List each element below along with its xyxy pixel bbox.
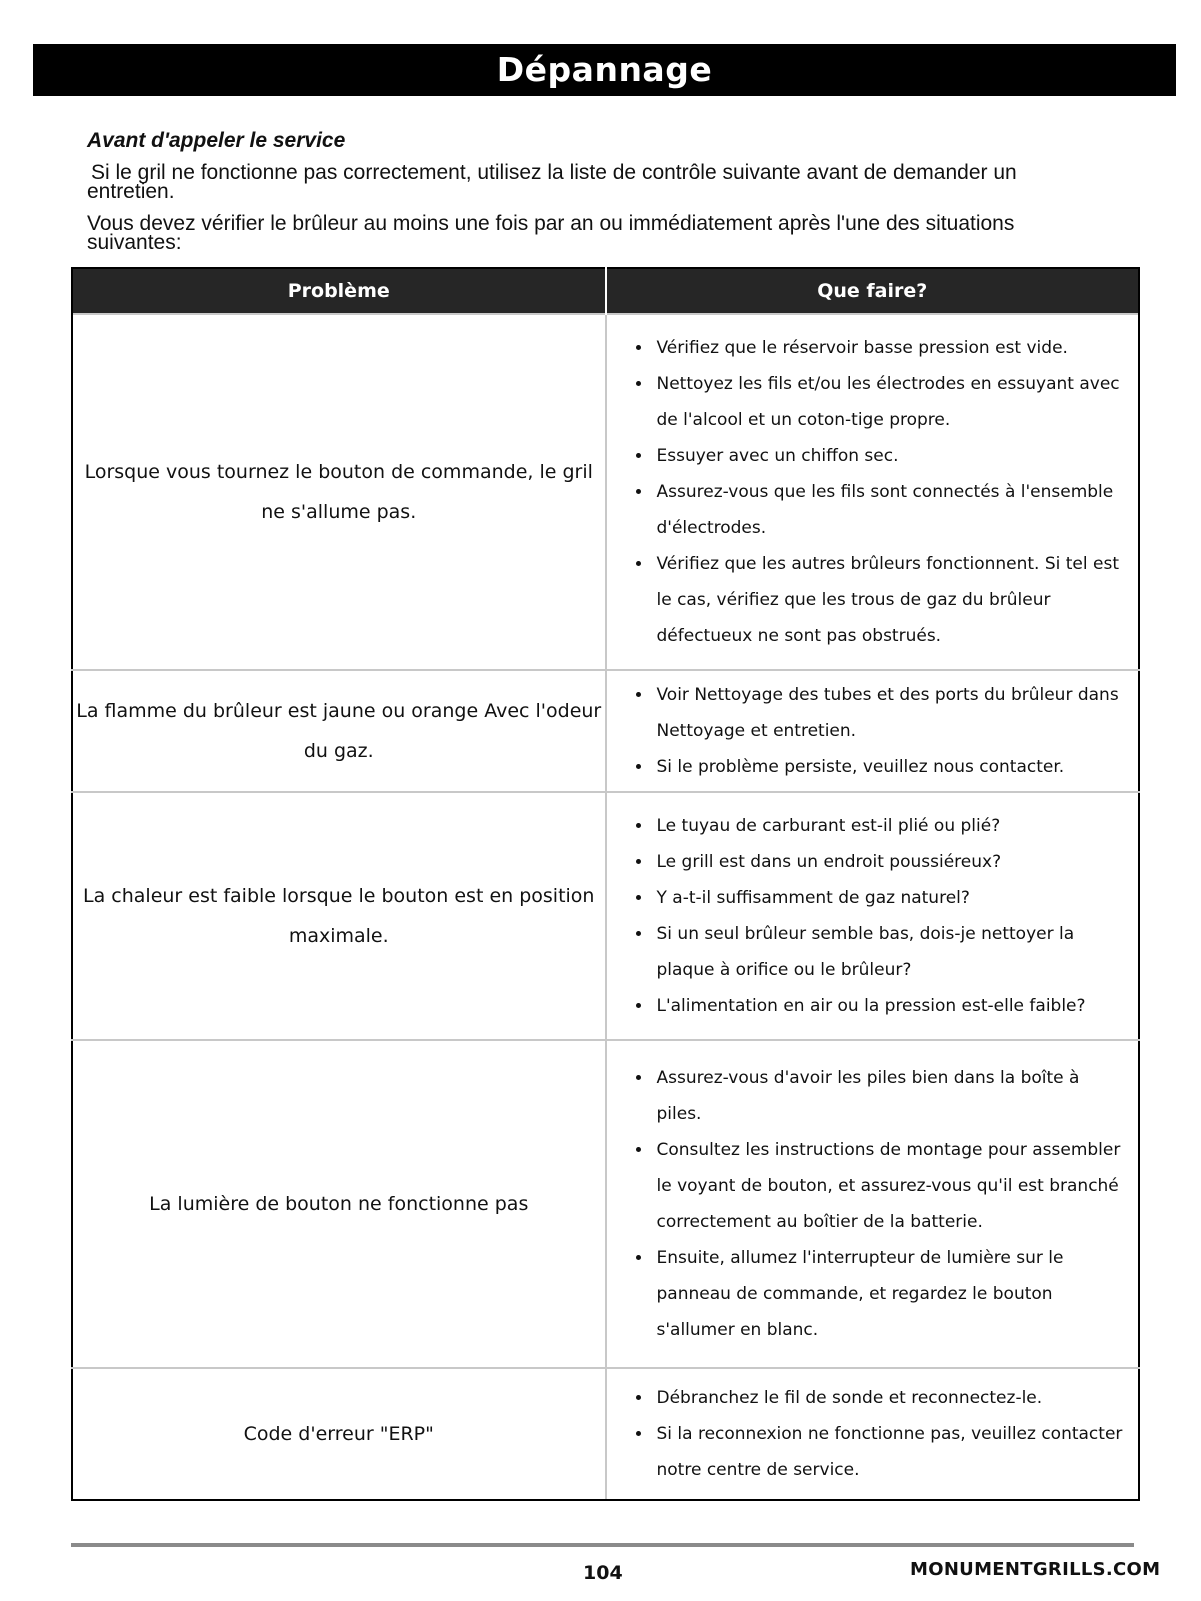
- intro-paragraph: Si le gril ne fonctionne pas correctement, utilisez la liste de contrôle suivante avant de demander un entretien.: [87, 161, 1017, 203]
- list-item: • Débranchez le fil de sonde et reconnectez-le.: [653, 1380, 1125, 1416]
- problem-cell: Lorsque vous tournez le bouton de commande, le gril ne s'allume pas.: [72, 314, 606, 670]
- list-item: • Ensuite, allumez l'interrupteur de lumière sur le panneau de commande, et regardez le bouton s'allumer en blanc.: [653, 1240, 1125, 1348]
- solution-cell: [606, 670, 1140, 792]
- problem-cell: La flamme du brûleur est jaune ou orange Avec l'odeur du gaz.: [72, 670, 606, 792]
- list-item: • Si un seul brûleur semble bas, dois-je nettoyer la plaque à orifice ou le brûleur?: [653, 916, 1125, 988]
- page-number: 104: [583, 1562, 623, 1584]
- problem-cell: Code d'erreur "ERP": [72, 1368, 606, 1500]
- solution-cell: [606, 792, 1140, 1040]
- list-item: • Le grill est dans un endroit poussiéreux?: [653, 844, 1125, 880]
- solution-cell: [606, 1368, 1140, 1500]
- list-item: • Y a-t-il suffisamment de gaz naturel?: [653, 880, 1125, 916]
- list-item: • Essuyer avec un chiffon sec.: [653, 438, 1125, 474]
- list-item: • Nettoyez les fils et/ou les électrodes en essuyant avec de l'alcool et un coton-tige propre.: [653, 366, 1125, 438]
- list-item: • Vérifiez que le réservoir basse pression est vide.: [653, 330, 1125, 366]
- list-item: • Voir Nettoyage des tubes et des ports du brûleur dans Nettoyage et entretien.: [653, 677, 1125, 749]
- problem-cell: La lumière de bouton ne fonctionne pas: [72, 1040, 606, 1368]
- column-header-solution: Que faire?: [606, 268, 1140, 314]
- solution-cell: [606, 314, 1140, 670]
- list-item: • Si le problème persiste, veuillez nous contacter.: [653, 749, 1125, 785]
- table-row: [72, 792, 1139, 1040]
- solution-list: [607, 1060, 1139, 1348]
- list-item: • Consultez les instructions de montage pour assembler le voyant de bouton, et assurez-vous qu'il est branché correctement au boîtier de la batterie.: [653, 1132, 1125, 1240]
- table-row: [72, 1368, 1139, 1500]
- list-item: • Assurez-vous d'avoir les piles bien dans la boîte à piles.: [653, 1060, 1125, 1132]
- intro-heading: Avant d'appeler le service: [87, 129, 346, 152]
- solution-cell: [606, 1040, 1140, 1368]
- table-row: [72, 1040, 1139, 1368]
- table-header-row: [72, 268, 1139, 314]
- solution-list: [607, 330, 1139, 654]
- troubleshooting-table: [71, 267, 1140, 1501]
- solution-list: [607, 808, 1139, 1024]
- list-item: • Vérifiez que les autres brûleurs fonctionnent. Si tel est le cas, vérifiez que les trous de gaz du brûleur défectueux ne sont pas obstrués.: [653, 546, 1125, 654]
- page-title: Dépannage: [33, 44, 1176, 96]
- problem-cell: La chaleur est faible lorsque le bouton est en position maximale.: [72, 792, 606, 1040]
- table-row: [72, 314, 1139, 670]
- website-url: MONUMENTGRILLS.COM: [910, 1559, 1161, 1580]
- table-row: [72, 670, 1139, 792]
- intro-paragraph: Vous devez vérifier le brûleur au moins une fois par an ou immédiatement après l'une des situations suivantes:: [87, 212, 1015, 254]
- list-item: • Le tuyau de carburant est-il plié ou plié?: [653, 808, 1125, 844]
- list-item: • L'alimentation en air ou la pression est-elle faible?: [653, 988, 1125, 1024]
- list-item: • Assurez-vous que les fils sont connectés à l'ensemble d'électrodes.: [653, 474, 1125, 546]
- column-header-problem: Problème: [72, 268, 606, 314]
- list-item: • Si la reconnexion ne fonctionne pas, veuillez contacter notre centre de service.: [653, 1416, 1125, 1488]
- footer-divider: [71, 1543, 1134, 1547]
- solution-list: [607, 1380, 1139, 1488]
- solution-list: [607, 677, 1139, 785]
